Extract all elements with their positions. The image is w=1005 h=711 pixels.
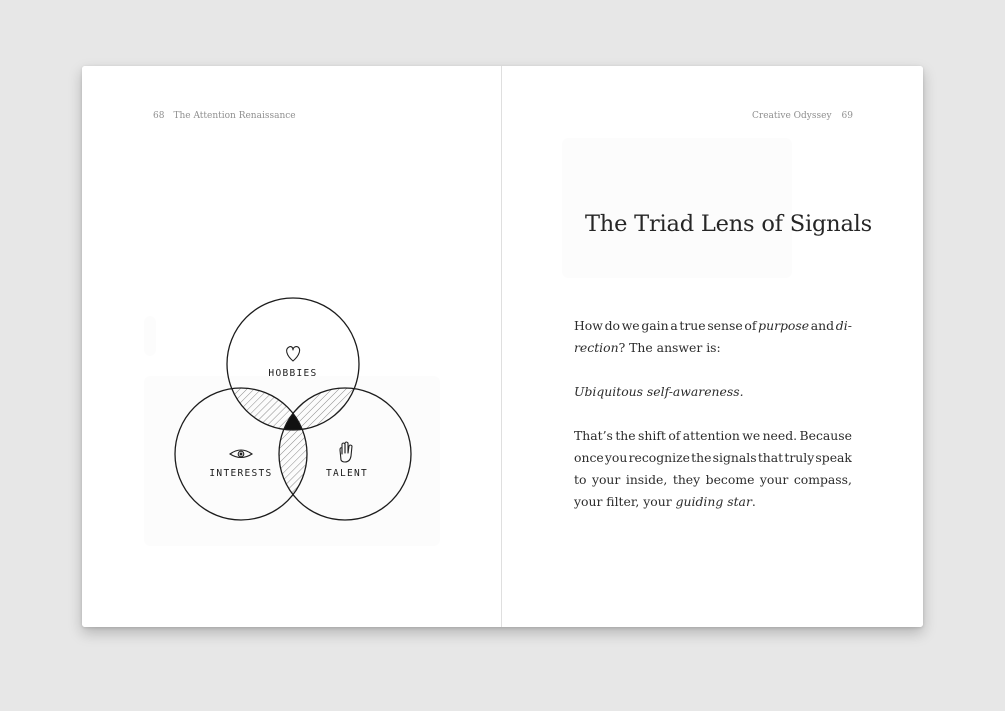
word: that [757,450,784,465]
talent-label: TALENT [325,468,369,479]
word: gain [641,318,669,333]
word: attention [682,428,740,443]
word: true [679,318,706,333]
word: sense [707,318,743,333]
word: do [604,318,620,333]
word: your [759,472,789,487]
word: we [742,428,761,443]
paragraph-purpose-question [574,315,852,359]
word: a [670,318,678,333]
word: of [744,318,757,333]
hand-icon [340,442,352,462]
show-through-shadow-right [562,138,792,278]
word: and [810,318,835,333]
paragraph-3-line-4 [574,491,852,513]
emphasis-guiding-star: guiding star [675,494,752,509]
word: to [574,472,587,487]
last-line-end: . [751,494,756,509]
left-page [82,66,502,627]
paragraph-shift-of-attention [574,425,852,513]
chapter-running-title: Creative Odyssey [752,111,832,121]
left-running-head [153,111,296,121]
venn-diagram [140,128,440,558]
emphasis-purpose: purpose [758,318,810,333]
word: need. [762,428,798,443]
word: speak [815,450,852,465]
paragraph-self-awareness: Ubiquitous self-awareness. [574,384,744,399]
word: you [604,450,628,465]
interests-label: INTERESTS [209,468,273,479]
paragraph-3-line-1 [574,425,852,447]
word: compass, [793,472,852,487]
emphasis-direction-start: di- [835,318,852,333]
paragraph-3-line-3 [574,469,852,491]
word: they [672,472,701,487]
eye-icon [230,450,252,458]
answer-lead-in: ? The answer is: [618,340,721,355]
word: How [574,318,603,333]
word: your [591,472,621,487]
word: we [621,318,640,333]
left-book-title: The Attention Renaissance [173,111,296,121]
chapter-title: The Triad Lens of Signals [585,211,873,237]
left-page-number: 68 [153,111,165,121]
paragraph-1-line-2 [574,337,852,359]
right-page-number: 69 [841,111,853,121]
hobbies-label: HOBBIES [268,368,318,379]
paragraph-3-line-2 [574,447,852,469]
word: signals [712,450,757,465]
word: the [615,428,636,443]
emphasis-direction: rection [574,340,619,355]
word: the [691,450,712,465]
heart-icon [287,347,300,361]
word: inside, [625,472,668,487]
right-running-head [752,111,853,121]
word: shift [638,428,666,443]
paragraph-1-line-1 [574,315,852,337]
word: recognize [628,450,690,465]
word: Because [799,428,852,443]
word: truly [784,450,815,465]
word: of [668,428,681,443]
last-line-start: your filter, your [574,494,676,509]
word: That’s [574,428,613,443]
word: become [705,472,755,487]
word: once [574,450,604,465]
